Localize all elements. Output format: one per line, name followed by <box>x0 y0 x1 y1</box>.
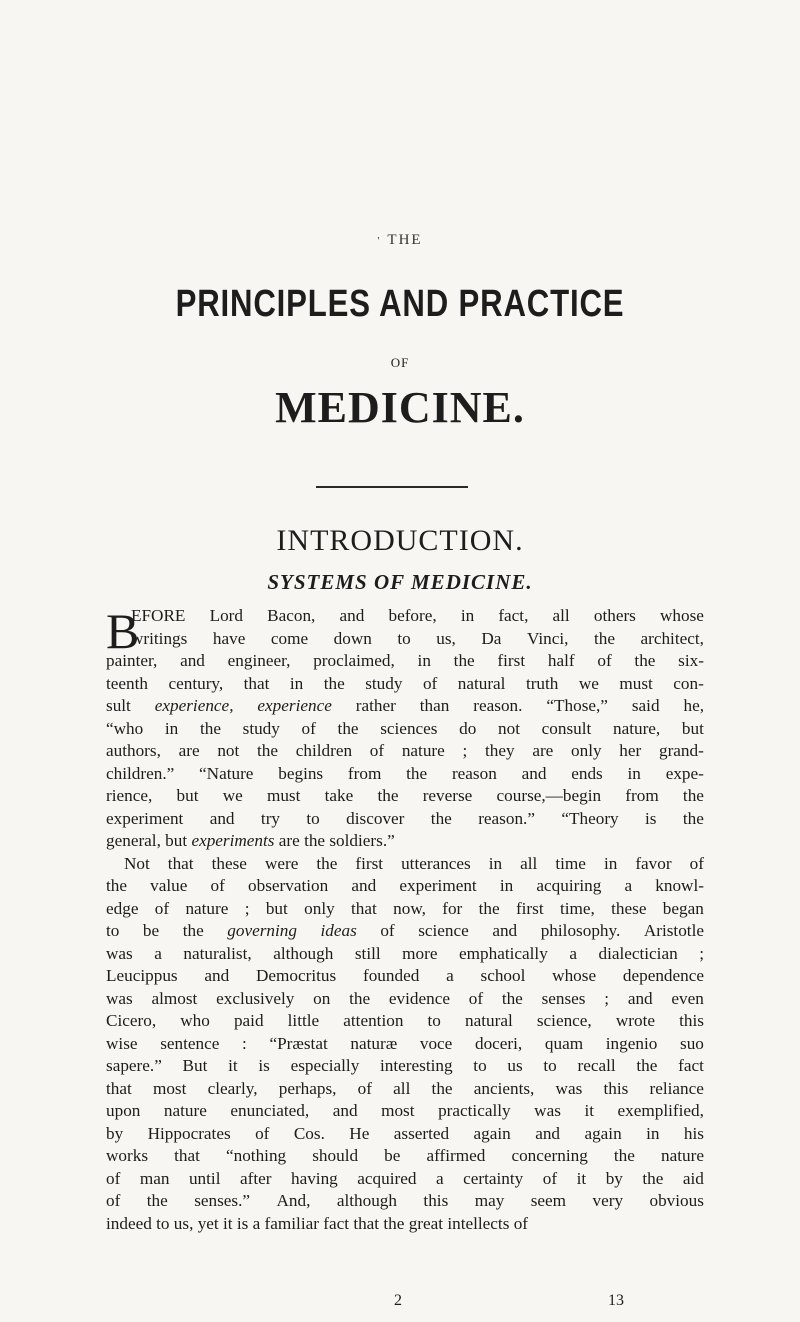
text-line: sapere.” But it is especially interesting to us to recall the fact <box>106 1056 704 1075</box>
text-line: general, but experiments are the soldiers.” <box>106 831 395 850</box>
text-line: experiment and try to discover the reason.” “Theory is the <box>106 808 704 828</box>
text-line: children.” “Nature begins from the reason and ends in expe- <box>106 763 704 783</box>
text-line: works that “nothing should be affirmed concerning the nature <box>106 1146 704 1165</box>
text-line: authors, are not the children of nature ; they are only her grand- <box>106 741 704 760</box>
text-line: rience, but we must take the reverse course,—begin from the <box>106 786 704 805</box>
kicker-mark: ' <box>377 234 382 247</box>
text-line: Leucippus and Democritus founded a school whose dependence <box>106 966 704 985</box>
text-line: Cicero, who paid little attention to natural science, wrote this <box>106 1011 704 1030</box>
text-line: painter, and engineer, proclaimed, in the first half of the six- <box>106 651 704 670</box>
text-line: the value of observation and experiment in acquiring a knowl- <box>106 876 704 895</box>
text-line: of the senses.” And, although this may seem very obvious <box>106 1191 704 1210</box>
drop-cap: B <box>106 603 140 659</box>
text-line: by Hippocrates of Cos. He asserted again and again in his <box>106 1123 704 1143</box>
text-line: upon nature enunciated, and most practically was it exemplified, <box>106 1101 704 1120</box>
text-line: was a naturalist, although still more emphatically a dialectician ; <box>106 943 704 963</box>
title-kicker <box>0 232 800 249</box>
title-divider <box>316 486 468 488</box>
book-title: PRINCIPLES AND PRACTICE <box>175 283 625 325</box>
text-lines <box>106 605 704 1235</box>
page-number: 13 <box>608 1292 624 1309</box>
text-line: writings have come down to us, Da Vinci, the architect, <box>131 628 704 648</box>
section-heading: INTRODUCTION. <box>276 524 524 557</box>
text-line: wise sentence : “Præstat naturæ voce doceri, quam ingenio suo <box>106 1033 704 1053</box>
text-line: that most clearly, perhaps, of all the ancients, was this reliance <box>106 1078 704 1098</box>
kicker-text: THE <box>387 232 423 248</box>
text-line: indeed to us, yet it is a familiar fact that the great intellects of <box>106 1213 529 1233</box>
title-of: OF <box>390 355 410 370</box>
text-line: sult experience, experience rather than reason. “Those,” said he, <box>106 696 704 715</box>
text-line: teenth century, that in the study of natural truth we must con- <box>106 673 704 693</box>
text-line: of man until after having acquired a certainty of it by the aid <box>106 1168 704 1188</box>
text-line: edge of nature ; but only that now, for the first time, these began <box>106 898 704 918</box>
text-line: EFORE Lord Bacon, and before, in fact, all others whose <box>131 606 704 625</box>
signature-mark: 2 <box>394 1292 402 1309</box>
text-line: Not that these were the first utterances in all time in favor of <box>124 853 704 873</box>
section-subheading: SYSTEMS OF MEDICINE. <box>267 570 533 594</box>
text-line: was almost exclusively on the evidence of the senses ; and even <box>106 988 704 1008</box>
book-subject: MEDICINE. <box>275 383 525 432</box>
body-text <box>106 605 704 1235</box>
text-line: to be the governing ideas of science and philosophy. Aristotle <box>106 921 704 940</box>
text-line: “who in the study of the sciences do not consult nature, but <box>106 718 704 738</box>
